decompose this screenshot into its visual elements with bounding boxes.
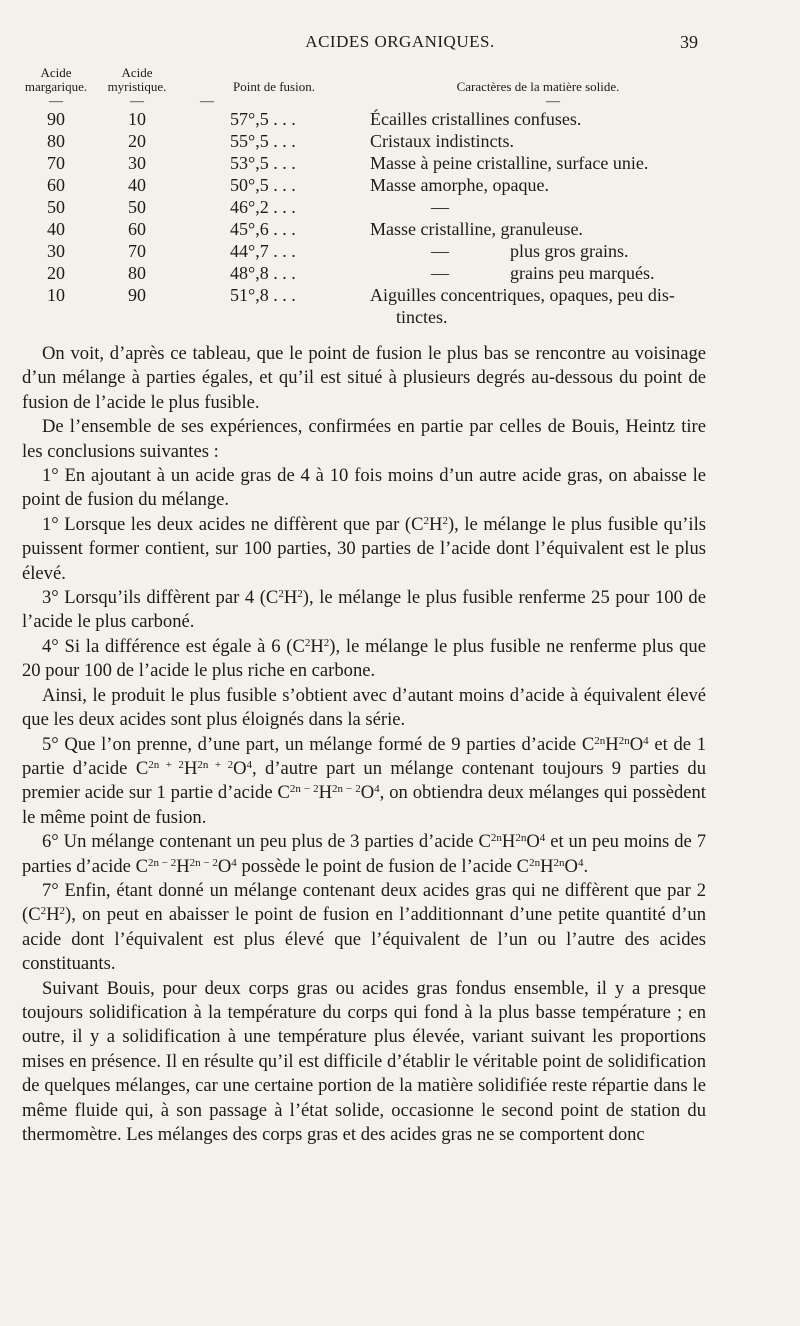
text-run: 7° Enfin, étant donné un mélange contenant deux acides gras qui ne diffèrent que par 2 (C [22,879,706,926]
margaric-value: 40 [47,219,65,239]
superscript: 2n − 2 [189,856,218,869]
paragraph: On voit, d’après ce tableau, que le point de fusion le plus bas se rencontre au voisinage d’un mélange à parties égales, et qu’il est situé à plusieurs degrés au-dessous du point de fusion de l’acide le plus fusible. [22,343,706,413]
table-row [16,130,706,152]
ditto-mark: — [431,197,449,217]
myristic-value: 80 [128,263,146,283]
melting-point-value: 44°,7 . . . [230,241,296,261]
text-run: et un peu moins de 7 parties d’acide C [22,831,706,877]
melting-point-value: 50°,5 . . . [230,175,296,195]
table-row [16,284,706,328]
column-header-characters: Caractères de la matière solide. [456,79,620,94]
solid-character: Écailles cristallines confuses. [370,109,582,129]
solid-character: Masse cristalline, granuleuse. [370,219,583,239]
solid-character [370,240,706,262]
table-row [16,218,706,240]
paragraph [22,733,706,831]
table-row [16,108,706,130]
superscript: 2n [594,734,606,747]
text-run: et de 1 partie d’acide C [22,733,706,779]
superscript: 4 [246,758,253,771]
solid-character: Masse amorphe, opaque. [370,175,549,195]
text-run: H [46,904,60,926]
table-dash-row [16,96,706,108]
paragraph: Ainsi, le produit le plus fusible s’obtient avec d’autant moins d’acide à équivalent élevé que les deux acides sont plus éloignés dans la série. [22,684,706,731]
solid-character: Masse à peine cristalline, surface unie. [370,153,649,173]
superscript: 2 [304,636,311,649]
superscript: 4 [374,783,380,796]
myristic-value: 30 [128,153,146,173]
solid-character [370,284,706,328]
text-run: ), le mélange le plus fusible ne renferme plus que 20 pour 100 de l’acide le plus riche en carbone. [22,635,706,682]
table-row [16,152,706,174]
column-header-melting-point: Point de fusion. [233,79,315,94]
margaric-value: 10 [47,285,65,305]
text-run: H [605,733,619,755]
text-run: O [526,831,540,853]
text-run: H [176,855,190,877]
text-run: ), le mélange le plus fusible qu’ils puissent former contient, sur 100 parties, 30 parties de l’acide dont l’équivalent est le plus élevé. [22,513,706,584]
paragraph [22,830,706,879]
dash: — [546,94,560,109]
page-header [0,32,800,56]
table-row [16,240,706,262]
melting-point-value: 51°,8 . . . [230,285,296,305]
melting-point-value: 53°,5 . . . [230,153,296,173]
superscript: 2n − 2 [289,783,319,796]
text-run: H [318,782,333,804]
solid-character-text: plus gros grains. [510,241,629,261]
superscript: 2 [297,588,303,601]
text-run: ), le mélange le plus fusible renferme 25 pour 100 de l’acide le plus carboné. [22,587,706,633]
myristic-value: 10 [128,109,146,129]
myristic-value: 70 [128,241,146,261]
melting-point-value: 46°,2 . . . [230,197,296,217]
superscript: 2 [423,514,429,527]
table-row [16,174,706,196]
text-run: H [283,587,298,609]
margaric-value: 90 [47,109,65,129]
margaric-value: 30 [47,241,65,261]
running-title: ACIDES ORGANIQUES. [305,32,495,51]
text-run: H [310,635,324,657]
paragraph [22,879,706,977]
text-run: . [583,855,589,877]
table-row [16,262,706,284]
superscript: 4 [231,856,237,869]
myristic-value: 60 [128,219,146,239]
myristic-value: 50 [128,197,146,217]
superscript: 2 [323,636,330,649]
superscript: 2n + 2 [197,758,234,771]
solid-character-text: grains peu marqués. [510,263,655,283]
melting-point-value: 48°,8 . . . [230,263,296,283]
text-run: , on obtiendra deux mélanges qui possèdent le même point de fusion. [22,782,706,828]
superscript: 2n − 2 [147,856,177,869]
superscript: 2n [490,832,502,845]
text-run: H [501,831,516,853]
paragraph: 1° En ajoutant à un acide gras de 4 à 10 fois moins d’un autre acide gras, on abaisse le point de fusion du mélange. [22,465,706,511]
text-run: O [564,855,578,877]
margaric-value: 50 [47,197,65,217]
dash: — [200,94,214,109]
text-run: O [629,733,644,755]
myristic-value: 40 [128,175,146,195]
solid-character-continuation: tinctes. [396,307,448,327]
superscript: 2n [553,856,565,869]
paragraph: Suivant Bouis, pour deux corps gras ou acides gras fondus ensemble, il y a presque toujours solidification à la température du corps qui fond à la plus basse température ; en outre, il y a solidification à une température plus élevée, variant suivant les proportions mises en présence. Il en résulte qu’il est difficile d’établir le véritable point de solidification de quelques mélanges, car une certaine portion de la matière solidifiée reste répartie dans le même fluide qui, à son passage à l’état solide, occasionne le second point de station du thermomètre. Les mélanges des corps gras et des acides gras ne se comportent donc [22,977,706,1145]
column-header-margaric: Acide margarique. [24,65,88,94]
superscript: 4 [539,832,546,845]
superscript: 2 [40,905,47,918]
table-row [16,196,706,218]
text-run: 6° Un mélange contenant un peu plus de 3 parties d’acide C [42,831,491,853]
dash: — [130,94,144,109]
text-run: O [217,855,232,877]
paragraph [22,513,706,586]
superscript: 2 [442,514,448,527]
text-run: H [183,757,198,779]
text-run: 1° Lorsque les deux acides ne diffèrent que par (C [42,513,424,535]
superscript: 2 [59,905,66,918]
melting-point-value: 45°,6 . . . [230,219,296,239]
margaric-value: 60 [47,175,65,195]
dash: — [49,94,63,109]
text-run: H [429,513,443,535]
text-run: O [233,757,247,779]
ditto-mark: — [431,263,449,283]
myristic-value: 90 [128,285,146,305]
superscript: 2 [278,588,284,601]
superscript: 4 [577,856,584,869]
paragraph [22,586,706,635]
text-run: 5° Que l’on prenne, d’une part, un mélange formé de 9 parties d’acide C [42,733,595,755]
margaric-value: 80 [47,131,65,151]
text-run: ), on peut en abaisser le point de fusion en l’additionnant d’une petite quantité d’un acide dont l’équivalent est plus élevé que l’équivalent de l’un ou l’autre des acides constituants. [22,904,706,975]
page-number: 39 [680,32,698,52]
solid-character [370,262,706,284]
melting-point-value: 57°,5 . . . [230,109,296,129]
paragraph: De l’ensemble de ses expériences, confirmées en partie par celles de Bouis, Heintz tire les conclusions suivantes : [22,416,706,462]
melting-point-value: 55°,5 . . . [230,131,296,151]
superscript: 2n [515,832,527,845]
text-run: , d’autre part un mélange contenant toujours 9 parties du premier acide sur 1 partie d’acide C [22,757,706,804]
superscript: 4 [643,734,649,747]
text-run: 4° Si la différence est égale à 6 (C [42,635,305,657]
solid-character-text: Aiguilles concentriques, opaques, peu dis- [370,285,675,305]
paragraph [22,635,706,684]
solid-character [370,196,706,218]
margaric-value: 20 [47,263,65,283]
margaric-value: 70 [47,153,65,173]
myristic-value: 20 [128,131,146,151]
melting-point-table [16,66,706,328]
table-header-row [16,66,706,96]
body-text [22,342,706,1147]
ditto-mark: — [431,241,449,261]
superscript: 2n − 2 [332,783,361,796]
text-run: possède le point de fusion de l’acide C [236,855,530,877]
superscript: 2n [618,734,630,747]
superscript: 2n + 2 [148,758,184,771]
superscript: 2n [529,856,541,869]
text-run: O [360,782,375,804]
text-run: 3° Lorsqu’ils diffèrent par 4 (C [42,587,279,609]
solid-character: Cristaux indistincts. [370,131,514,151]
text-run: H [540,855,554,877]
column-header-myristic: Acide myristique. [107,65,167,94]
